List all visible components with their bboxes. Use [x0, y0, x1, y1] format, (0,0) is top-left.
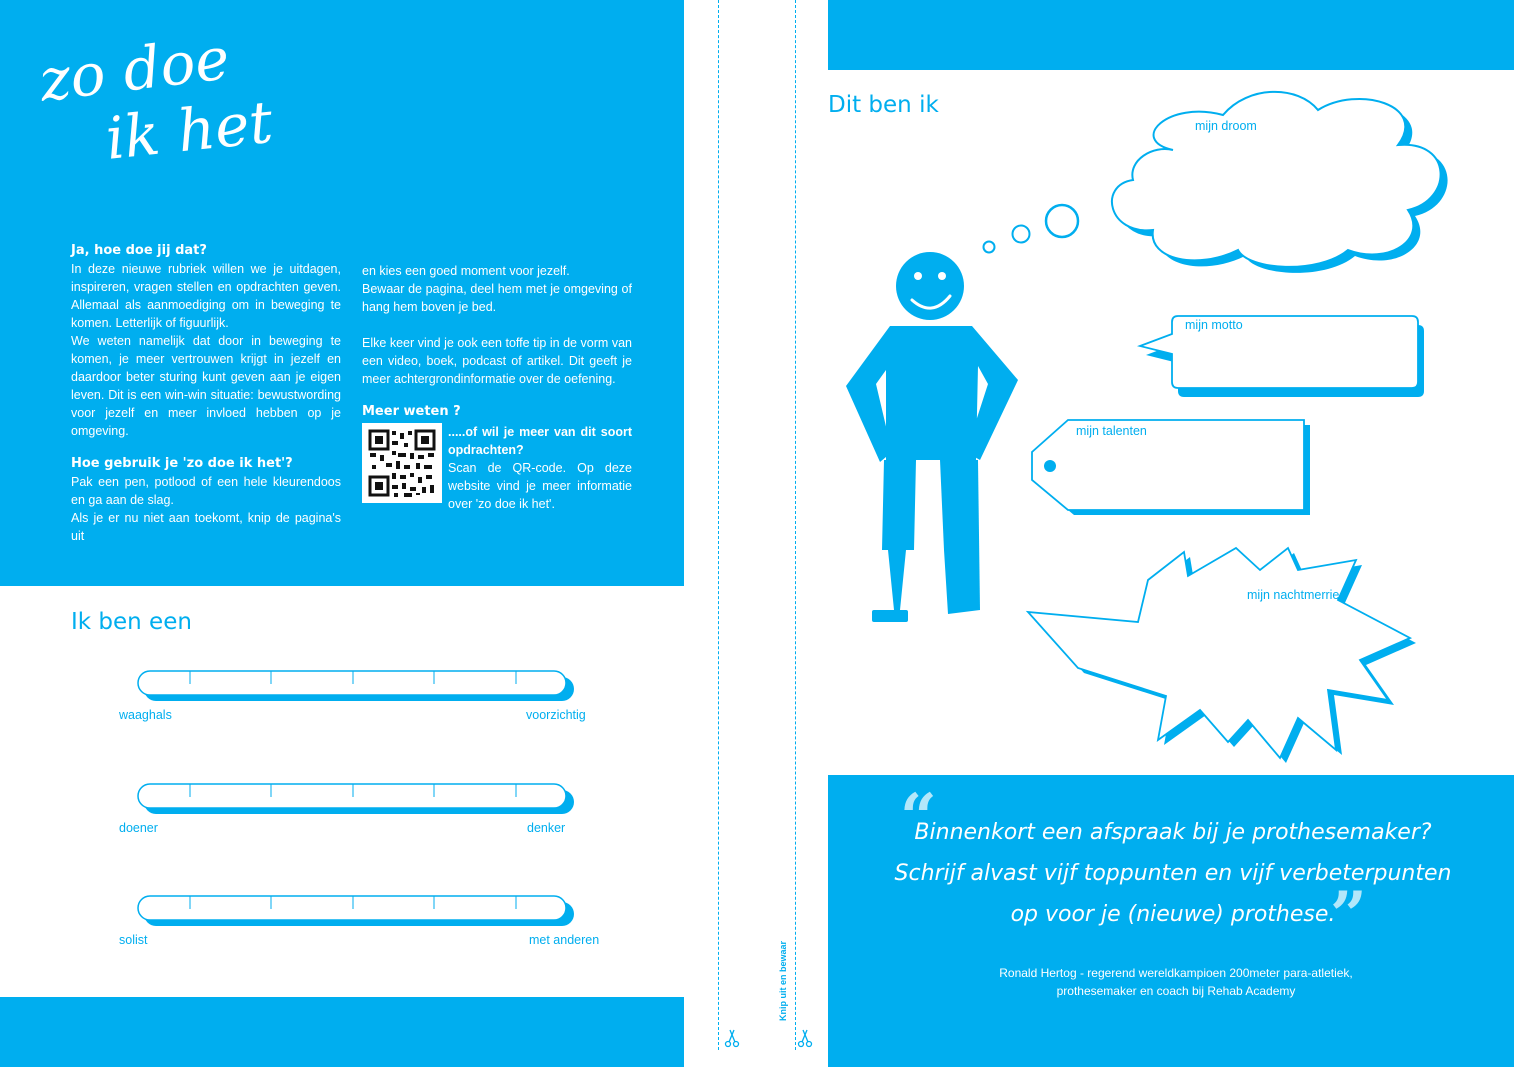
scale-bar-3[interactable] — [138, 896, 574, 926]
nightmare-label: mijn nachtmerrie — [1247, 588, 1340, 602]
logo — [35, 24, 340, 173]
usage-heading: Hoe gebruik je 'zo doe ik het'? — [71, 456, 293, 471]
intro-column — [71, 243, 341, 545]
open-quote-mark: “ — [900, 780, 937, 855]
quote-line-1: Binnenkort een afspraak bij je prothesemaker? — [914, 820, 1432, 845]
col2-paragraph-2: Bewaar de pagina, deel hem met je omgeving of hang hem boven je bed. — [362, 282, 632, 314]
more-heading: Meer weten ? — [362, 404, 461, 419]
scale-2-right-label: denker — [527, 821, 566, 835]
scale-1-right-label: voorzichtig — [526, 708, 586, 722]
cut-line-right[interactable] — [795, 0, 796, 1050]
right-top-band — [828, 0, 1514, 70]
more-bold-text: .....of wil je meer van dit soort opdrachten? — [448, 425, 632, 457]
motto-label: mijn motto — [1185, 318, 1243, 332]
self-portrait-illustration — [828, 90, 1514, 770]
scale-bar-1[interactable] — [138, 671, 574, 701]
quote-text — [858, 812, 1488, 935]
talents-label: mijn talenten — [1076, 424, 1147, 438]
scale-3-right-label: met anderen — [529, 933, 600, 947]
second-column — [362, 262, 632, 513]
credit-line-2: prothesemaker en coach bij Rehab Academy — [1056, 984, 1296, 998]
thought-dot-medium — [1013, 226, 1030, 243]
cut-line-left[interactable] — [718, 0, 719, 1050]
dream-label: mijn droom — [1195, 119, 1257, 133]
ik-ben-een-title: Ik ben een — [71, 609, 192, 635]
logo-line2: ik het — [102, 87, 276, 173]
quote-credit — [900, 964, 1452, 1000]
close-quote-mark: ” — [1330, 878, 1367, 953]
scale-1-left-label: waaghals — [119, 708, 172, 722]
quote-line-2: Schrijf alvast vijf toppunten en vijf verbeterpunten — [894, 861, 1452, 886]
thought-dot-small — [984, 242, 995, 253]
more-paragraph: Scan de QR-code. Op deze website vind je meer informatie over 'zo doe ik het'. — [448, 461, 632, 511]
motto-bubble — [1140, 316, 1418, 388]
intro-heading: Ja, hoe doe jij dat? — [71, 243, 207, 258]
intro-paragraph-2: We weten namelijk dat door in beweging te komen, je meer vertrouwen krijgt in jezelf en daardoor beter sturing kunt geven aan je eigen leven. Dit is een win-win situatie: bewustwording voor jezelf en meer invloed hebben op je omgeving. — [71, 334, 341, 438]
usage-paragraph-2: Als je er nu niet aan toekomt, knip de pagina's uit — [71, 511, 341, 543]
cut-strip-label: Knip uit en bewaar — [778, 941, 788, 1022]
dit-ben-ik-title: Dit ben ik — [828, 92, 939, 118]
logo-line1: zo doe — [35, 24, 234, 115]
talents-tag — [1032, 420, 1304, 510]
scale-2-left-label: doener — [119, 821, 158, 835]
quote-line-3: op voor je (nieuwe) prothese. — [1010, 902, 1336, 927]
scale-bar-2[interactable] — [138, 784, 574, 814]
scissors-icon — [724, 1028, 740, 1048]
left-bottom-band — [0, 997, 684, 1067]
cloud-bubble — [1112, 92, 1441, 267]
intro-paragraph: In deze nieuwe rubriek willen we je uitdagen, inspireren, vragen stellen en opdrachten geven. Allemaal als aanmoediging om in beweging te komen. Letterlijk of figuurlijk. — [71, 262, 341, 330]
col2-paragraph-1: en kies een goed moment voor jezelf. — [362, 264, 570, 278]
thought-dot-large — [1046, 205, 1078, 237]
scale-3-left-label: solist — [119, 933, 148, 947]
qr-code-icon[interactable] — [362, 423, 442, 503]
tag-hole — [1044, 460, 1056, 472]
col2-paragraph-3: Elke keer vind je ook een toffe tip in de vorm van een video, boek, podcast of artikel. Dit geeft je meer achtergrondinformatie over de oefening. — [362, 336, 632, 386]
credit-line-1: Ronald Hertog - regerend wereldkampioen 200meter para-atletiek, — [999, 966, 1353, 980]
scissors-icon — [797, 1028, 813, 1048]
scale-bars — [130, 660, 590, 940]
usage-paragraph: Pak een pen, potlood of een hele kleurendoos en ga aan de slag. — [71, 475, 341, 507]
